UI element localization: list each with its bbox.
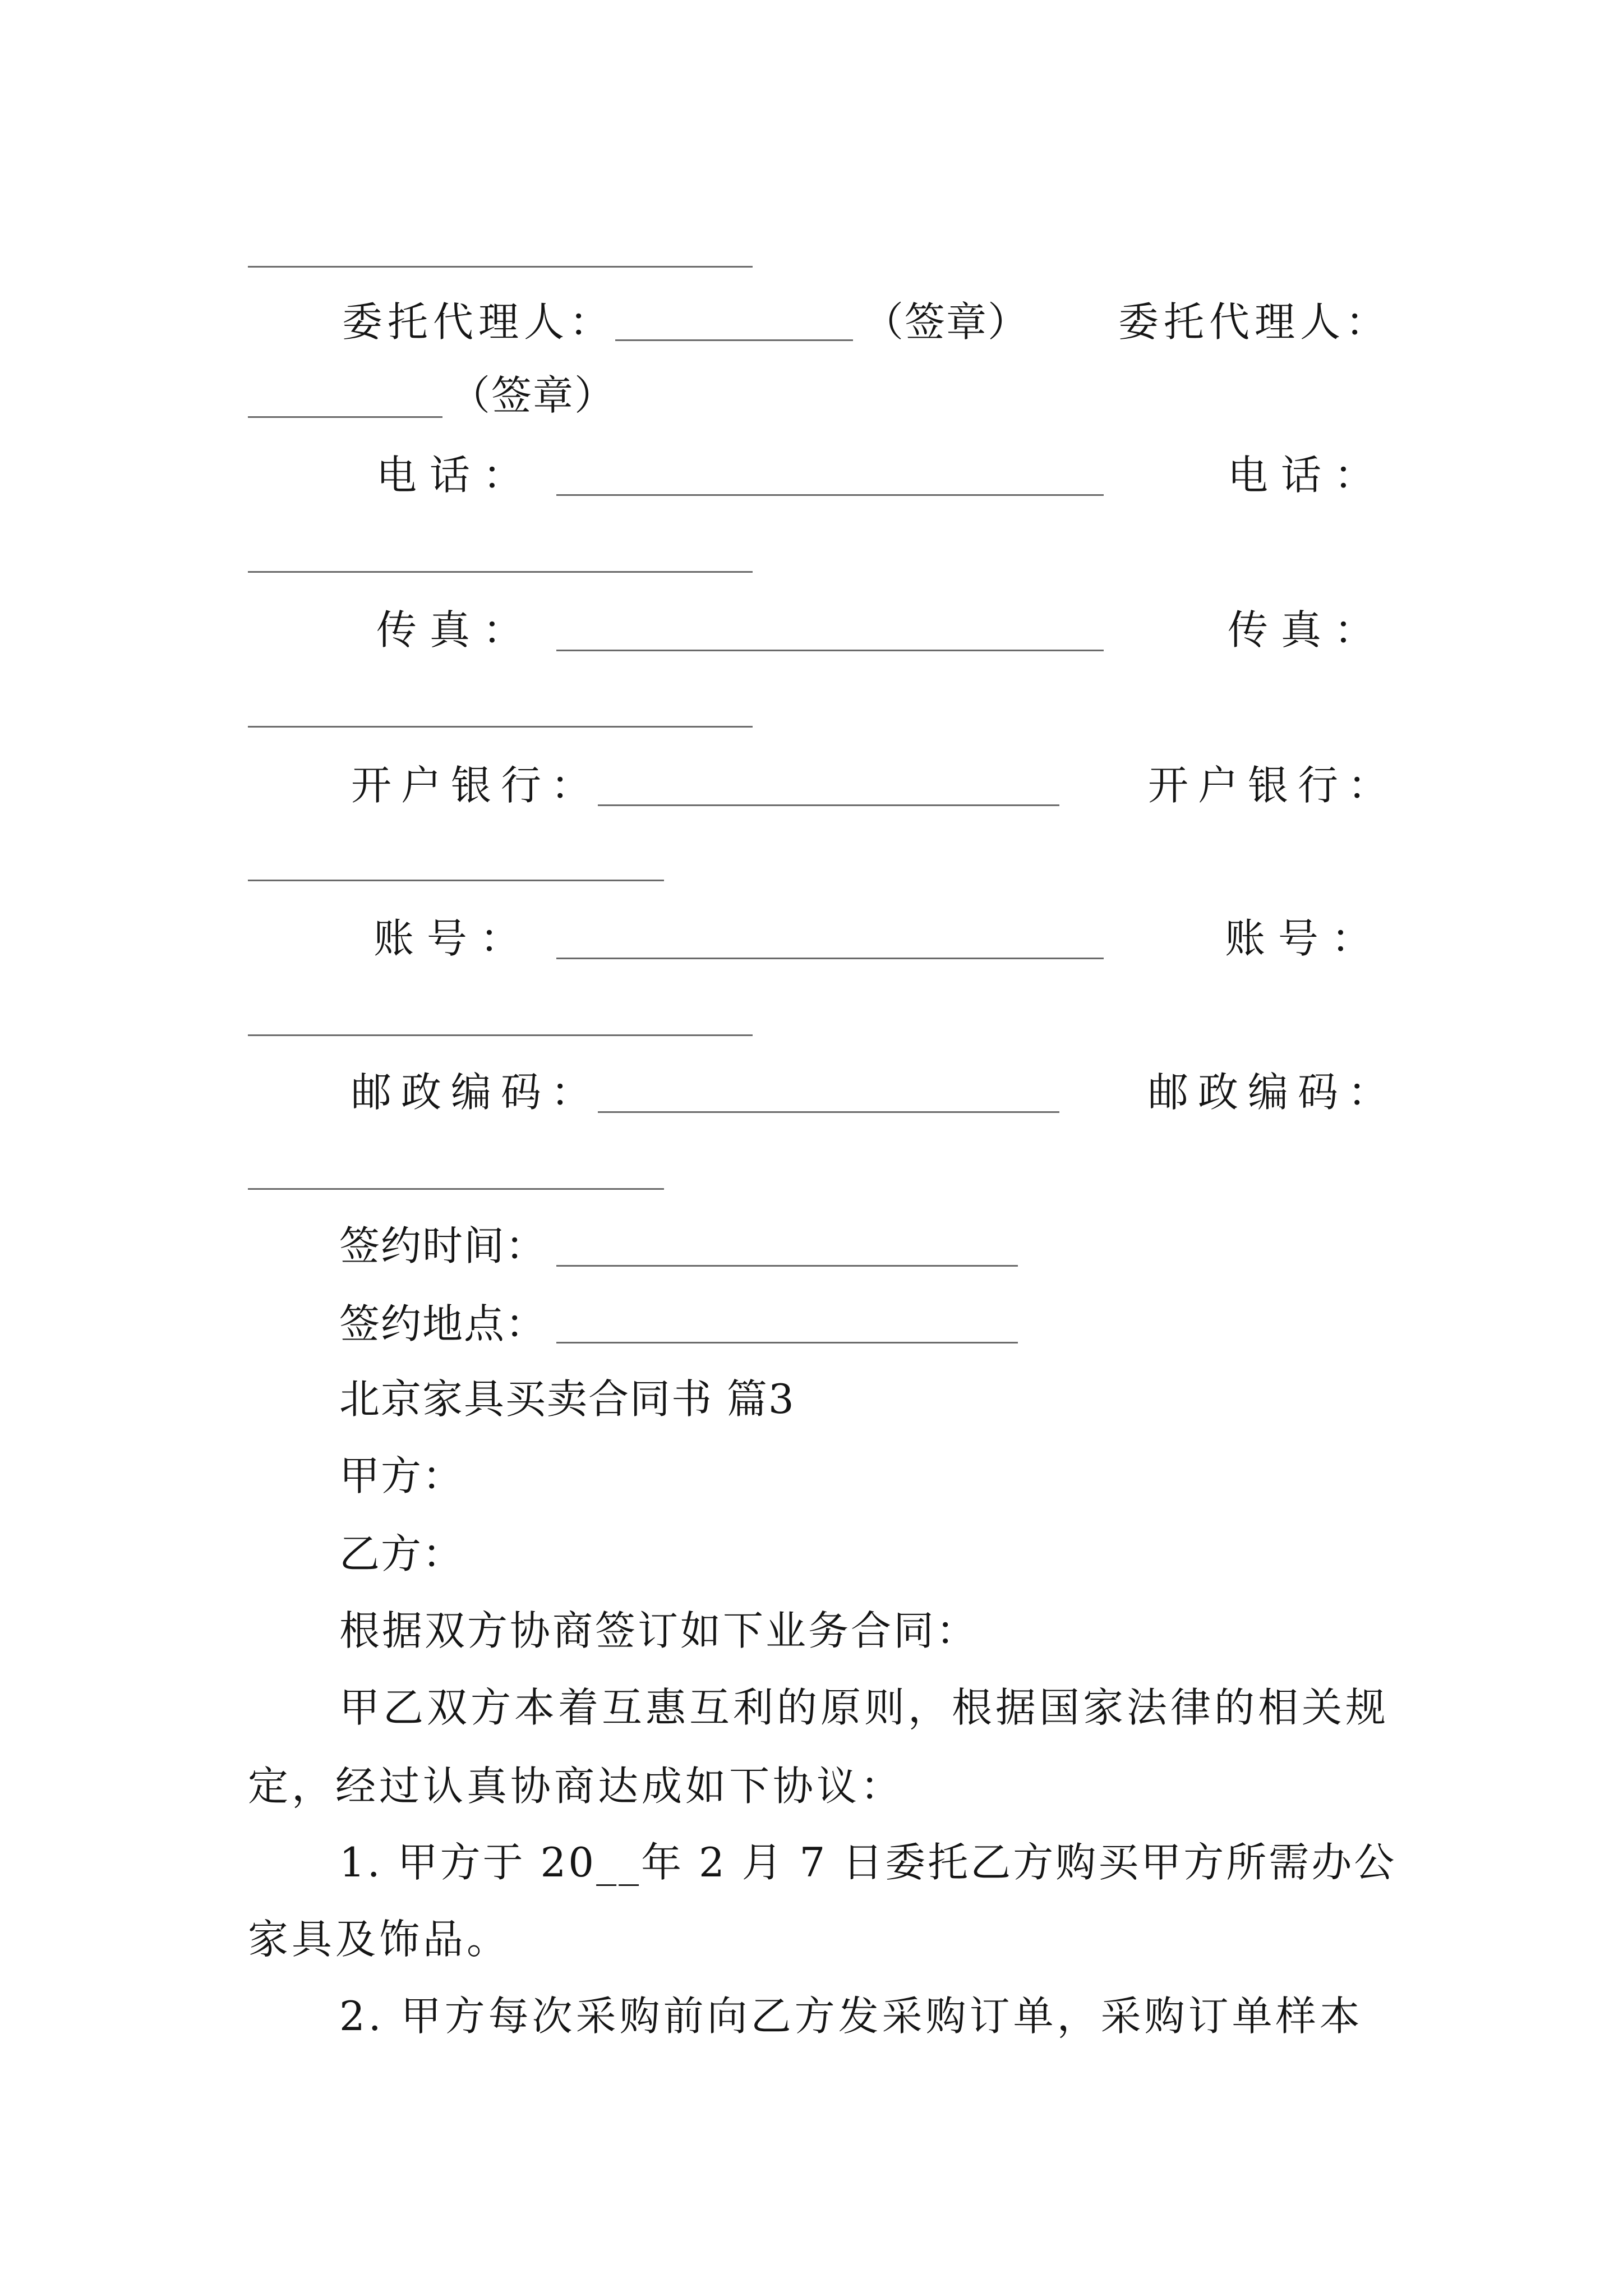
signing-place-underline	[556, 1342, 1018, 1343]
fax-underline-left	[556, 650, 1104, 651]
agent-label-left: 委托代理人：	[342, 298, 615, 346]
phone-label-right: 电 话 ：	[1228, 452, 1375, 499]
account-underline-right	[248, 1034, 753, 1036]
phone-label-left: 电 话 ：	[376, 452, 523, 499]
seal-label-left: （签章）	[863, 298, 1030, 346]
bank-label-right: 开户银行：	[1148, 762, 1398, 809]
postcode-label-right: 邮政编码：	[1148, 1069, 1398, 1116]
paragraph-line: 1. 甲方于 20__年 2 月 7 日委托乙方购买甲方所需办公	[339, 1839, 1397, 1886]
paragraph-line: 定，经过认真协商达成如下协议：	[248, 1763, 905, 1810]
postcode-underline-right	[248, 1188, 664, 1190]
blank-line	[248, 266, 753, 268]
phone-underline-right	[248, 571, 753, 573]
party-a-label: 甲方：	[339, 1452, 464, 1499]
section-title: 北京家具买卖合同书 篇3	[339, 1375, 795, 1423]
signing-time-label: 签约时间：	[339, 1222, 547, 1269]
paragraph-line: 甲乙双方本着互惠互利的原则，根据国家法律的相关规	[339, 1684, 1390, 1731]
party-b-label: 乙方：	[339, 1530, 464, 1577]
phone-underline-left	[556, 494, 1104, 496]
postcode-underline-left	[598, 1111, 1059, 1113]
bank-label-left: 开户银行：	[351, 762, 601, 809]
agent-underline-right	[248, 416, 442, 418]
fax-underline-right	[248, 726, 753, 728]
agent-label-right: 委托代理人：	[1118, 298, 1391, 346]
bank-underline-right	[248, 880, 664, 881]
paragraph-line: 2. 甲方每次采购前向乙方发采购订单，采购订单样本	[339, 1993, 1363, 2040]
account-underline-left	[556, 958, 1104, 959]
bank-underline-left	[598, 804, 1059, 806]
signing-time-underline	[556, 1265, 1018, 1267]
seal-label-right: （签章）	[450, 372, 616, 419]
signing-place-label: 签约地点：	[339, 1300, 547, 1347]
account-label-left: 账 号 ：	[374, 915, 520, 962]
postcode-label-left: 邮政编码：	[351, 1069, 601, 1116]
account-label-right: 账 号 ：	[1225, 915, 1372, 962]
fax-label-left: 传 真 ：	[376, 606, 523, 654]
paragraph-line: 根据双方协商签订如下业务合同：	[339, 1607, 979, 1654]
agent-underline-left	[615, 339, 853, 341]
fax-label-right: 传 真 ：	[1228, 606, 1375, 654]
paragraph-line: 家具及饰品。	[248, 1916, 511, 1963]
